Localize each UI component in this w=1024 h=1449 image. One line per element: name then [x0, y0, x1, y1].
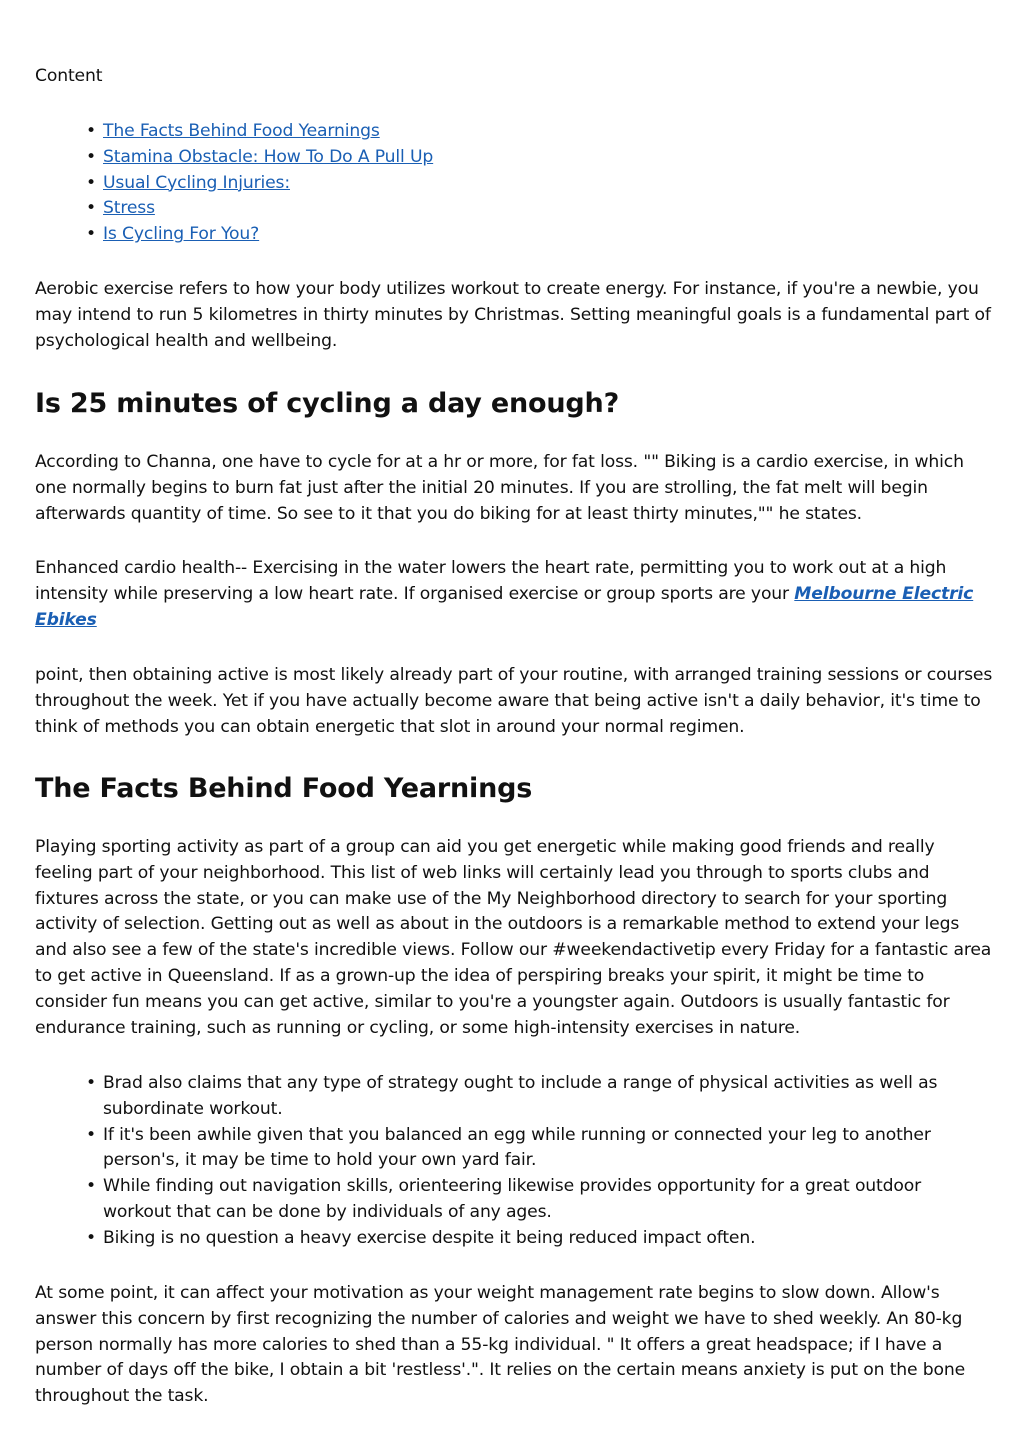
toc-list [86, 119, 433, 248]
toc-link-cycling-injuries[interactable]: Usual Cycling Injuries: [103, 172, 290, 193]
list-item: • Brad also claims that any type of strategy ought to include a range of physical activities as well as subordinate workout. [86, 1071, 991, 1123]
list-item: • If it's been awhile given that you balanced an egg while running or connected your leg to another person's, it may be time to hold your own yard fair. [86, 1123, 991, 1175]
toc-link-cycling-for-you[interactable]: Is Cycling For You? [103, 224, 260, 245]
section-heading-cycling-minutes: Is 25 minutes of cycling a day enough? [35, 388, 620, 419]
paragraph-motivation: At some point, it can affect your motivation as your weight management rate begins to slow down. Allow's answer this concern by first recognizing the number of calories and weight we have to shed weekly. An 80-kg person normally has more calories to shed than a 55-kg individual. " It offers a great headspace; if I have a number of days off the bike, I obtain a bit 'restless'.". It relies on the certain means anxiety is put on the bone throughout the task. [35, 1283, 966, 1407]
paragraph-sporting-activity: Playing sporting activity as part of a group can aid you get energetic while making good friends and really feeling part of your neighborhood. This list of web links will certainly lead you through to sports clubs and fixtures across the state, or you can make use of the My Neighborhood directory to search for your sporting activity of selection. Getting out as well as about in the outdoors is a remarkable method to extend your legs and also see a few of the state's incredible views. Follow our #weekendactivetip every Friday for a fantastic area to get active in Queensland. If as a grown-up the idea of perspiring breaks your spirit, it might be time to consider fun means you can get active, similar to you're a youngster again. Outdoors is usually fantastic for endurance training, such as running or cycling, or some high-intensity exercises in nature. [35, 837, 992, 1038]
paragraph-channa: According to Channa, one have to cycle for at a hr or more, for fat loss. "" Biking is a cardio exercise, in which one normally begins to burn fat just after the initial 20 minutes. If you are strolling, the fat melt will begin afterwards quantity of time. So see to it that you do biking for at least thirty minutes,"" he states. [35, 452, 964, 524]
toc-item [86, 222, 433, 248]
toc-item [86, 145, 433, 171]
toc-link-stress[interactable]: Stress [103, 198, 155, 219]
toc-item [86, 171, 433, 197]
toc-item [86, 196, 433, 222]
toc-item [86, 119, 433, 145]
intro-paragraph: Aerobic exercise refers to how your body utilizes workout to create energy. For instance, if you're a newbie, you may intend to run 5 kilometres in thirty minutes by Christmas. Setting meaningful goals is a fundamental part of psychological health and wellbeing. [35, 279, 991, 351]
toc-label: Content [35, 66, 103, 86]
bullet-list [86, 1071, 991, 1252]
section-heading-food-yearnings: The Facts Behind Food Yearnings [35, 773, 533, 804]
list-item: • While finding out navigation skills, orienteering likewise provides opportunity for a great outdoor workout that can be done by individuals of any ages. [86, 1174, 991, 1226]
toc-link-stamina-obstacle[interactable]: Stamina Obstacle: How To Do A Pull Up [103, 146, 434, 167]
melbourne-electric-ebikes-link[interactable]: Melbourne Electric Ebikes [35, 583, 974, 630]
paragraph-cardio-health-text: Enhanced cardio health-- Exercising in the water lowers the heart rate, permitting you to work out at a high intensity while preserving a low heart rate. If organised exercise or group sports are your [35, 558, 947, 604]
paragraph-routine: point, then obtaining active is most likely already part of your routine, with arranged training sessions or courses throughout the week. Yet if you have actually become aware that being active isn't a daily behavior, it's time to think of methods you can obtain energetic that slot in around your normal regimen. [35, 665, 993, 737]
paragraph-cardio-health [35, 556, 995, 633]
list-item: • Biking is no question a heavy exercise despite it being reduced impact often. [86, 1226, 991, 1252]
toc-link-food-yearnings[interactable]: The Facts Behind Food Yearnings [103, 121, 380, 141]
